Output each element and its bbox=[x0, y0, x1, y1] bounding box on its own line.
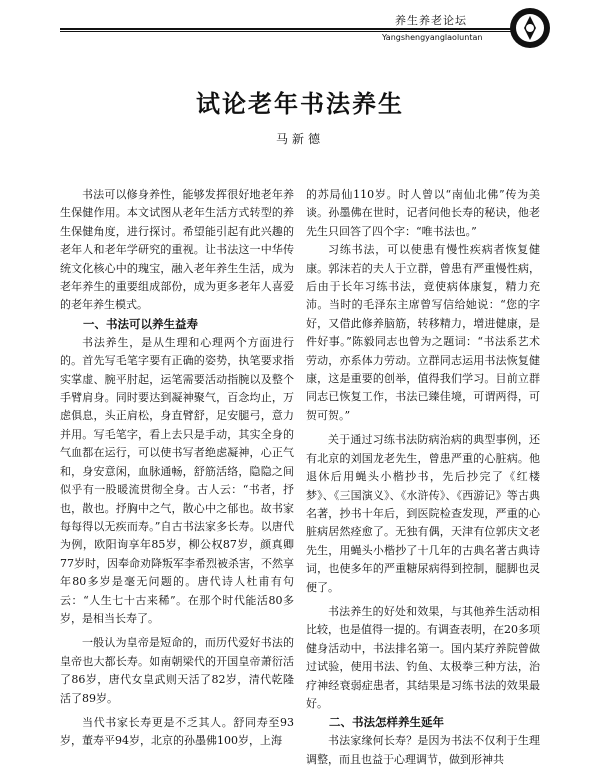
paragraph: 当代书家长寿更是不乏其人。舒同寿至93岁，董寿平94岁，北京的孙墨佛100岁，上海 bbox=[60, 715, 294, 748]
journal-section-pinyin: Yangshengyanglaoluntan bbox=[382, 33, 483, 42]
paragraph: 一般认为皇帝是短命的，而历代爱好书法的皇帝也大都长寿。如南朝梁代的开国皇帝萧衍活了86岁，唐代女皇武则天活了82岁，清代乾隆活了89岁。 bbox=[60, 636, 294, 705]
left-column bbox=[60, 186, 294, 751]
paragraph: 书法可以修身养性，能够发挥很好地老年养生保健作用。本文试图从老年生活方式转型的养生保健角度，进行探讨。希望能引起有此兴趣的老年人和老年学研究的重视。让书法这一中华传统文化核心中的瑰宝，融入老年养生生活，成为老年养生的重要组成部份，成为更多老年人喜爱的老年养生模式。 bbox=[60, 188, 294, 312]
journal-section-title: 养生养老论坛 bbox=[395, 14, 467, 27]
paragraph: 书法家缘何长寿？是因为书法不仅利于生理调整，而且也益于心理调节，做到形神共 bbox=[306, 734, 540, 766]
header-rule-thin bbox=[60, 31, 518, 32]
paragraph: 关于通过习练书法防病治病的典型事例，还有北京的刘国龙老先生，曾患严重的心脏病。他退休后用蝇头小楷抄书，先后抄完了《红楼梦》、《三国演义》、《水浒传》、《西游记》等古典名著，抄书十年后，到医院检查发现，严重的心脏病居然痊愈了。无独有偶，天津有位郭庆文老先生，用蝇头小楷抄了十几年的古典名著古典诗词，也使多年的严重糖尿病得到控制，腿脚也灵便了。 bbox=[306, 433, 540, 594]
paragraph: 的苏局仙110岁。时人曾以“南仙北佛”传为美谈。孙墨佛在世时，记者问他长寿的秘诀，他老先生只回答了四个字：“唯书法也。” bbox=[306, 188, 540, 238]
paragraph: 习练书法，可以使患有慢性疾病者恢复健康。郭沫若的夫人于立群，曾患有严重慢性病，后由于长年习练书法，竟使病体康复，精力充沛。当时的毛泽东主席曾写信给她说：“您的字好，又借此修养脑筋，转移精力，增进健康，是件好事。”陈毅同志也曾为之题词：“书法系艺术劳动，亦系体力劳动。立群同志运用书法恢复健康，这是重要的创举，值得我们学习。目前立群同志已恢复工作，书法已臻佳境，可谓两得，可贺可贺。” bbox=[306, 243, 540, 422]
journal-header bbox=[0, 0, 600, 70]
paragraph: 书法养生，是从生理和心理两个方面进行的。首先写毛笔字要有正确的姿势，执笔要求指实掌虚、腕平肘起，运笔需要活动指腕以及整个手臂肩身。同时要达到凝神聚气，百念均止，万虑俱息，头正肩松，身直臂舒，足安腿弓，意力并用。写毛笔字，看上去只是手动，其实全身的气血都在运行，可以使书写者绝虑凝神，心正气和，身安意闲，血脉通畅，舒筋活络，隐隐之间似乎有一股暖流贯彻全身。古人云：“书者，抒也，散也。抒胸中之气，散心中之郁也。故书家每每得以无疾而寿。”自古书法家多长寿。以唐代为例，欧阳询享年85岁，柳公权87岁，颜真卿77岁时，因奉命劝降叛军李希烈被杀害，不然享年80多岁是毫无问题的。唐代诗人杜甫有句云：“人生七十古来稀”。在那个时代能活80多岁，是相当长寿了。 bbox=[60, 335, 294, 625]
paragraph: 书法养生的好处和效果，与其他养生活动相比较，也是值得一提的。有调查表明，在20多项健身活动中，书法排名第一。国内某疗养院曾做过试验，使用书法、钓鱼、太极拳三种方法，治疗神经衰弱症患者，其结果是习练书法的效果最好。 bbox=[306, 604, 540, 710]
article-author: 马新德 bbox=[275, 132, 324, 146]
journal-logo-icon bbox=[508, 6, 552, 50]
section-heading: 二、书法怎样养生延年 bbox=[329, 715, 444, 730]
header-rule bbox=[60, 28, 518, 30]
article-title: 试论老年书法养生 bbox=[196, 89, 404, 118]
section-heading: 一、书法可以养生益寿 bbox=[83, 316, 198, 331]
right-column bbox=[306, 186, 540, 769]
